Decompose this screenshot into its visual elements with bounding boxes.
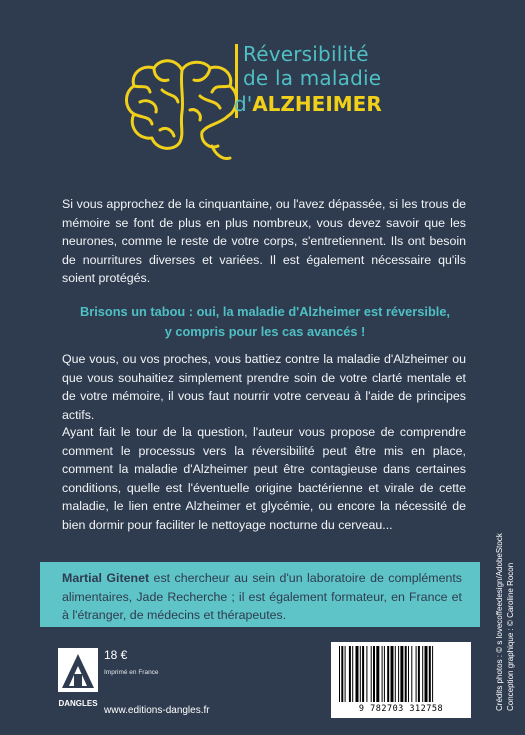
- author-name: Martial Gitenet: [62, 571, 150, 585]
- body-paragraph-1: Si vous approchez de la cinquantaine, ou l'avez dépassée, si les trous de mémoire se font de plus en plus nombreux, vous devez savoir que les neurones, comme le reste de votre corps, s'entretiennent. Ils ont besoin de nourritures diverses et variées. Il est également nécessaire qu'ils soient protégés.: [62, 197, 466, 286]
- author-bio: [62, 569, 462, 625]
- barcode-bars: [337, 646, 465, 702]
- credits-line-1: Crédits photos : © s lovecoffeedesign/AdobeStock: [495, 533, 504, 711]
- isbn-number: 9 782703 312758: [358, 704, 444, 714]
- emphasis-line-2: y compris pour les cas avancés !: [164, 324, 366, 339]
- website-link[interactable]: www.editions-dangles.fr: [104, 705, 210, 716]
- title-alzheimer: ALZHEIMER: [252, 92, 382, 116]
- body-paragraph-2: Que vous, ou vos proches, vous battiez contre la maladie d'Alzheimer ou que vous souhaitiez simplement prendre soin de votre clarté mentale et de votre mémoire, il vous faut nourrir votre cerveau à l'aide de principes actifs.: [62, 352, 466, 422]
- title-line-1: Réversibilité: [243, 42, 369, 66]
- photo-credits: [495, 533, 516, 711]
- barcode: [331, 642, 471, 718]
- logo-text: DANGLES: [58, 699, 98, 708]
- emphasis-line-1: Brisons un tabou : oui, la maladie d'Alzheimer est réversible,: [80, 304, 450, 319]
- emphasis-statement: [60, 302, 470, 342]
- printed-in: Imprimé en France: [104, 669, 159, 676]
- title-line-2: de la maladie: [243, 66, 382, 90]
- credits-line-2: Conception graphique : © Caroline Rocon: [505, 562, 515, 711]
- author-description: est chercheur au sein d'un laboratoire de compléments alimentaires, Jade Recherche ; il est également formateur, en France et à l'étranger, de médecins et thérapeutes.: [62, 571, 462, 623]
- body-paragraph-3: Ayant fait le tour de la question, l'auteur vous propose de comprendre comment le processus vers la réversibilité peut être mis en place, comment la maladie d'Alzheimer peut être contagieuse dans certaines conditions, quelle est l'éventuelle origine bactérienne et virale de cette maladie, le lien entre Alzheimer et glycémie, ou encore la nécessité de bien dormir pour faciliter le nettoyage nocturne du cerveau...: [62, 425, 466, 532]
- title-line-3: [234, 92, 382, 116]
- dangles-logo-icon: [58, 648, 98, 712]
- title-prefix: d': [234, 92, 253, 116]
- brain-icon: [120, 46, 248, 166]
- price: 18 €: [104, 648, 128, 662]
